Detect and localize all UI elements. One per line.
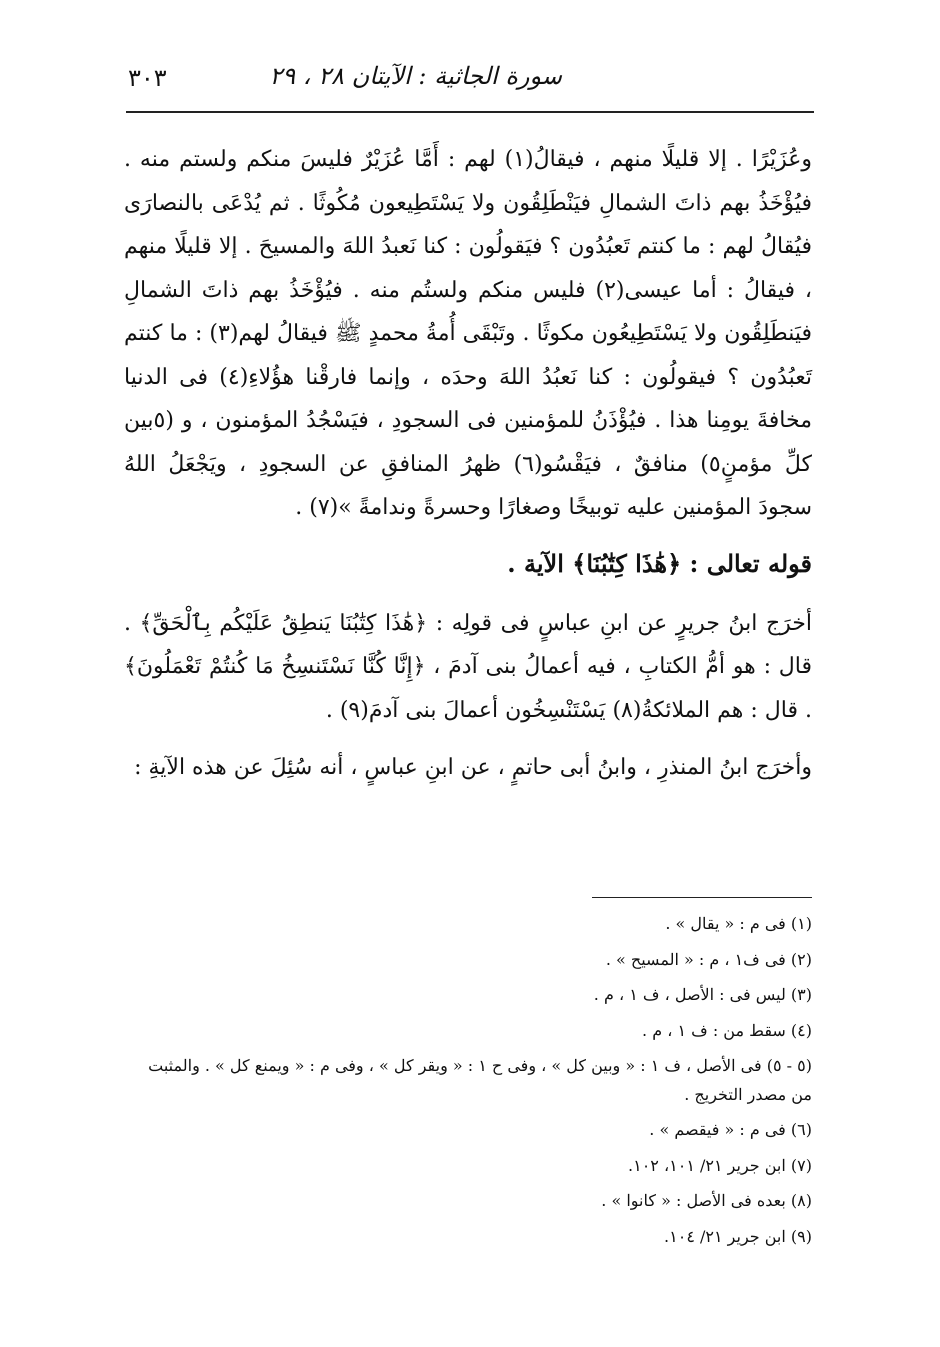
paragraph-1: وعُزَيْرًا . إلا قليلًا منهم ، فيقالُ(١) لهم : أَمَّا عُزَيْرٌ فليسَ منكم ولستم منه . فيُؤْخَذُ بهم ذاتَ الشمالِ فيَنْطَلِقُون ولا يَسْتَطِيعون مُكُوثًا . ثم يُدْعَى بالنصارَى فيُقالُ لهم : ما كنتم تَعبُدُون ؟ فيَقولُون : كنا نَعبدُ اللهَ والمسيحَ . إلا قليلًا منهم ، فيقالُ : أما عيسى(٢) فليس منكم ولستُم منه . فيُؤْخَذُ بهم ذاتَ الشمالِ فيَنطَلِقُون ولا يَسْتَطِيعُون مكوثًا . وتَبْقَى أُمةُ محمدٍ ﷺ فيقالُ لهم(٣) : ما كنتم تَعبُدُون ؟ فيقولُون : كنا نَعبُدُ اللهَ وحدَه ، وإنما فارقْنا هؤُلاءِ(٤) فى الدنيا مخافةَ يومِنا هذا . فيُؤْذَنُ للمؤمنين فى السجودِ ، فيَسْجُدُ المؤمنون ، و (٥بين كلِّ مؤمنٍ٥) منافقٌ ، فيَقْسُو(٦) ظهرُ المنافقِ عن السجودِ ، ويَجْعَلُ اللهُ سجودَ المؤمنين عليه توبيخًا وصغارًا وحسرةً وندامةً »(٧) . [124,147,812,520]
footnote-1: (١) فى م : « يقال » . [665,914,812,933]
page-number: ٣٠٣ [128,64,167,92]
section-heading: قوله تعالى : ﴿هَٰذَا كِتَٰبُنَا﴾ الآية . [507,548,812,578]
footnote-2: (٢) فى ف١ ، م : « المسيح » . [605,949,812,969]
footnote-6: (٦) فى م : « فيقصم » . [649,1120,812,1139]
page-header [128,58,812,98]
paragraph-2: أخرَج ابنُ جريرٍ عن ابنِ عباسٍ فى قولِه : ﴿هَٰذَا كِتَٰبُنَا يَنطِقُ عَلَيْكُم بِٱلْحَقِّ﴾ . قال : هو أمُّ الكتابِ ، فيه أعمالُ بنى آدمَ ، ﴿إِنَّا كُنَّا نَسْتَنسِخُ مَا كُنتُمْ تَعْمَلُونَ﴾ . قال : هم الملائكةُ(٨) يَسْتَنْسِخُون أعمالَ بنى آدمَ(٩) . [124,610,812,723]
footnote-4: (٤) سقط من : ف ١ ، م . [642,1020,812,1040]
footnote-rule [592,897,812,898]
header-rule [126,111,814,113]
footnote-7: (٧) ابن جرير ٢١/ ١٠١، ١٠٢. [628,1155,812,1175]
footnote-3: (٣) ليس فى : الأصل ، ف ١ ، م . [593,985,812,1004]
running-title: سورة الجاثية : الآيتان ٢٨ ، ٢٩ [269,62,562,90]
footnote-9: (٩) ابن جرير ٢١/ ١٠٤. [664,1226,812,1246]
paragraph-3: وأخرَج ابنُ المنذرِ ، وابنُ أبى حاتمٍ ، عن ابنِ عباسٍ ، أنه سُئِلَ عن هذه الآيةِ : [134,755,812,780]
footnote-5: (٥ - ٥) فى الأصل ، ف ١ : « وبين كل » ، وفى ح ١ : « ويقر كل » ، وفى م : « ويمنع كل » . والمثبت من مصدر التخريج . [148,1056,812,1104]
footnote-8: (٨) بعده فى الأصل : « كانوا » . [601,1191,812,1210]
footnotes [124,906,812,1254]
main-text [124,138,812,790]
